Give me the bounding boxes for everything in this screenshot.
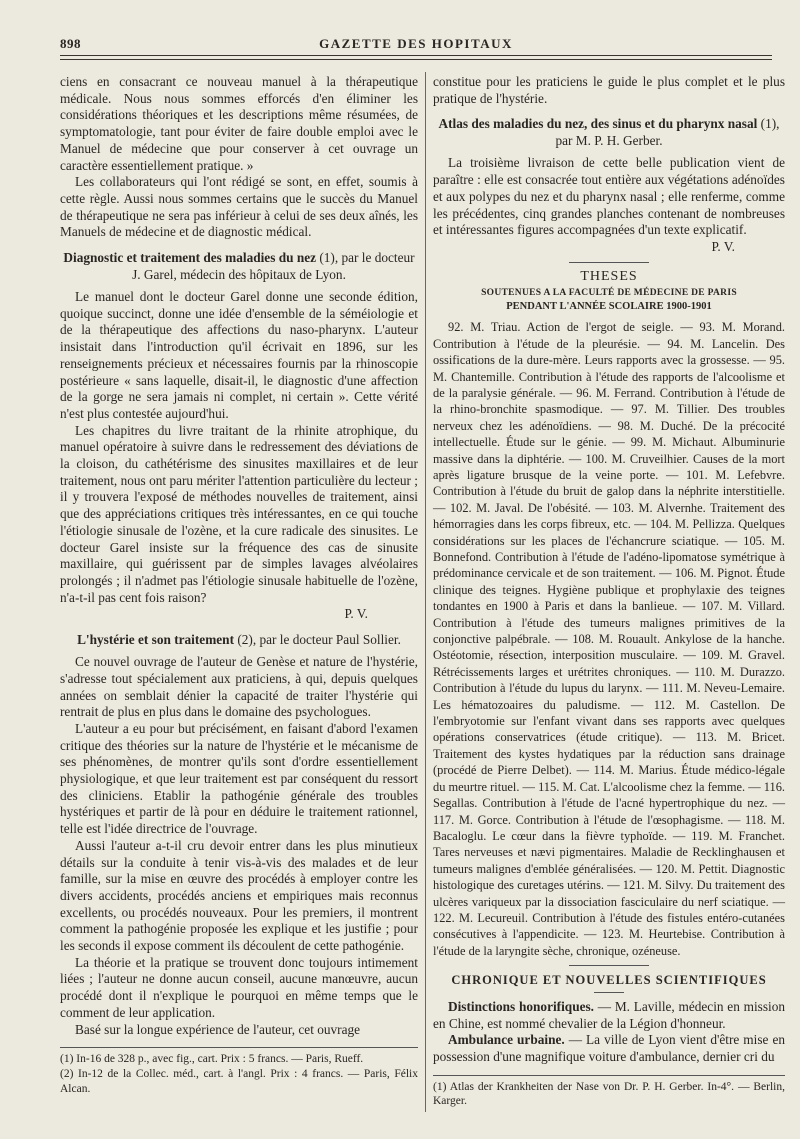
- section-separator: [569, 965, 649, 966]
- news-text: — M. Laville, médecin en mission en Chine, est nommé chevalier de la Légion d'honneur.: [433, 998, 786, 1031]
- footnote-rule: [433, 1075, 785, 1076]
- paragraph: Ce nouvel ouvrage de l'auteur de Genèse et nature de l'hystérie, s'adresse tout spécialement aux praticiens, à qui, depuis quelques années on semblait dénier la capacité de traiter l'hystérie qui rentrait de plus en plus dans le domaine des psychologues.: [60, 654, 418, 720]
- paragraph: constitue pour les praticiens le guide le plus complet et le plus pratique de l'hystérie.: [433, 74, 785, 106]
- right-column: [433, 74, 785, 1109]
- footnote: (2) In-12 de la Collec. méd., cart. à l'angl. Prix : 4 francs. — Paris, Félix Alcan.: [60, 1068, 418, 1095]
- column-divider: [425, 72, 426, 1112]
- theses-subtitle: PENDANT L'ANNÉE SCOLAIRE 1900-1901: [506, 301, 712, 313]
- paragraph: Aussi l'auteur a-t-il cru devoir entrer dans les plus minutieux détails sur la conduite à tenir vis-à-vis des malades et de leur famille, sur la mise en œuvre des procédés à employer contre les divers accidents, procédés anciens et empiriques mais reconnus excellents, ou procédés nouveaux. Pour les premiers, il montrent comment la pathogénie proposée les explique et les justifie ; pour les seconds il expose comment ils découlent de cette pathogénie.: [60, 837, 418, 954]
- paragraph: La théorie et la pratique se trouvent donc toujours intimement liées ; l'auteur ne donne aucun conseil, aucune manœuvre, aucun procédé dont il n'explique le pourquoi en même temps que le comment de leur application.: [60, 954, 418, 1020]
- review-byline: (1), par le docteur J. Garel, médecin des hôpitaux de Lyon.: [132, 250, 415, 283]
- paragraph: L'auteur a eu pour but précisément, en faisant d'abord l'examen critique des théories sur la nature de l'hystérie et le mécanisme de ses phénomènes, de montrer qu'ils sont d'ordre essentiellement physiologique, et que leur traitement est par conséquent du ressort des cliniciens. Etablir la pathogénie générale des troubles hystériques et partir de là pour en déduire le traitement rationnel, telle est l'idée directrice de l'ouvrage.: [60, 720, 418, 837]
- theses-list: 92. M. Triau. Action de l'ergot de seigle. — 93. M. Morand. Contribution à l'étude de la pleurésie. — 94. M. Lancelin. Des ossifications de la dure-mère. Leurs rapports avec la grossesse. — 95. M. Chantemille. Contribution à l'étude des rapports de l'alcoolisme et de la paralysie générale. — 96. M. Ferrand. Contribution à l'étude de la rhino-bronchite spasmodique. — 97. M. Tillier. Des troubles nerveux chez les adénoïdiens. — 98. M. Duché. De la précocité intellectuelle. Étude sur le génie. — 99. M. Michaut. Albuminurie massive dans la diphtérie. — 100. M. Cruveilhier. Causes de la mort après ligature brusque de la veine porte. — 101. M. Lefebvre. Contribution à l'étude du bruit de galop dans la néphrite interstitielle. — 102. M. Javal. De l'obésité. — 103. M. Alvernhe. Traitement des hémorragies dans les corps fibreux, etc. — 104. M. Pellizza. Quelques considérations sur les places de l'échancrure sciatique. — 105. M. Bonnefond. Contribution à l'étude de l'adéno-lipomatose symétrique à prédominance cervicale et de son traitement. — 106. M. Pignot. Étude clinique des teignes. Hygiène publique et prophylaxie des teignes tondantes en 1900 à Paris et dans la banlieue. — 107. M. Villard. Contribution à l'étude des tumeurs malignes primitives de la conjonctive palpébrale. — 108. M. Rouault. Ankylose de la hanche. Ostéotomie, résection, interposition musculaire. — 109. M. Gravel. Rétrécissements larges et urétrites chroniques. — 110. M. Durazzo. Contribution à l'étude du lupus du larynx. — 111. M. Neveu-Lemaire. Les hématozoaires du paludisme. — 112. M. Castellon. De l'embryotomie sur l'enfant vivant dans ses rapports avec quelques opérations conservatrices (étude critique). — 113. M. Bricet. Traitement des kystes hydatiques par la réduction sans drainage (procédé de Pierre Delbet). — 114. M. Marius. Étude médico-légale du meurtre rituel. — 115. M. Cat. L'alcoolisme chez la femme. — 116. Segallas. Contribution à l'étude de l'acné hypertrophique du nez. — 117. M. Gorce. Contribution à l'étude de l'œsophagisme. — 118. M. Bacaloglu. Le cœur dans la fièvre typhoïde. — 119. M. Franchet. Tares nerveuses et nævi pigmentaires. Maladie de Recklinghausen et tumeurs malignes d'emblée généralisées. — 120. M. Pettit. Diagnostic histologique des curetages utérins. — 121. M. Silvy. Du traitement des ulcères variqueux par la dissociation fasciculaire du nerf sciatique. — 122. M. Lecureuil. Contribution à l'étude des fistules entéro-cutanées consécutives à l'appendicite. — 123. M. Heurtebise. Contribution à l'étude de la laryngite sèche, chronique, ozéneuse.: [433, 320, 785, 958]
- section-separator: [569, 262, 649, 263]
- signature: P. V.: [711, 238, 735, 254]
- paragraph: ciens en consacrant ce nouveau manuel à la thérapeutique médicale. Nous nous sommes efforcés d'en éliminer les considérations théoriques et les descriptions même résumées, de symptomatologie, tant pour éviter de faire double emploi avec le Manuel de médecine que pour conserver à cet ouvrage un caractère essentiellement pratique. »: [60, 74, 418, 173]
- review-title: L'hystérie et son traitement: [77, 632, 234, 648]
- news-item: [433, 999, 785, 1032]
- news-title: Ambulance urbaine.: [448, 1032, 565, 1048]
- review-heading: [433, 115, 785, 149]
- footnote: (1) In-16 de 328 p., avec fig., cart. Prix : 5 francs. — Paris, Rueff.: [60, 1053, 364, 1066]
- theses-title: THESES: [580, 268, 638, 284]
- chronique-title: CHRONIQUE ET NOUVELLES SCIENTIFIQUES: [451, 973, 767, 988]
- footnote-rule: [60, 1047, 418, 1048]
- header-rule-thin: [60, 59, 772, 60]
- theses-subtitle: SOUTENUES A LA FACULTÉ DE MÉDECINE DE PARIS: [481, 288, 737, 299]
- signature: P. V.: [344, 606, 368, 622]
- page-number: 898: [60, 36, 81, 51]
- running-title: GAZETTE DES HOPITAUX: [319, 36, 513, 51]
- review-byline: (2), par le docteur Paul Sollier.: [237, 632, 401, 648]
- paragraph: Les collaborateurs qui l'ont rédigé se sont, en effet, soumis à cette règle. Aussi nous sommes certains que le succès du Manuel de thérapeutique ne sera pas inférieur à celui de ses deux aînés, les Manuels de médecine et de diagnostic médical.: [60, 174, 418, 240]
- left-column: [60, 74, 418, 1097]
- news-item: [433, 1032, 785, 1065]
- review-title: Diagnostic et traitement des maladies du nez: [63, 250, 317, 266]
- review-heading: [60, 631, 418, 648]
- review-heading: [60, 249, 418, 283]
- header-rule: [60, 55, 772, 56]
- paragraph: Les chapitres du livre traitant de la rhinite atrophique, du manuel opératoire à suivre dans le redressement des déviations de la cloison, du cathétérisme des sinusites maxillaires et de leur traitement, nous ont paru mériter l'attention particulière du lecteur ; il y trouvera l'exposé de méthodes nouvelles de traitement, ainsi que des appréciations critiques très intéressantes, en ce qui touche l'étiologie sinusale de l'ozène, et la cure radicale des sinusites. Le docteur Garel insiste sur la fréquence des cas de sinusite maxillaire, qui guérissent par de simples lavages alvéolaires prolongés ; il n'admet pas l'étiologie sinusale habituelle de l'ozène, n'a-t-il pas cent fois raison?: [60, 422, 418, 605]
- section-separator: [594, 992, 624, 993]
- review-title: Atlas des maladies du nez, des sinus et du pharynx nasal: [438, 116, 758, 132]
- news-text: — La ville de Lyon vient d'être mise en possession d'une magnifique voiture d'ambulance, dernier cri du: [433, 1032, 785, 1064]
- paragraph: Basé sur la longue expérience de l'auteur, cet ouvrage: [75, 1021, 361, 1037]
- page-header: [60, 30, 772, 52]
- footnote: (1) Atlas der Krankheiten der Nase von Dr. P. H. Gerber. In-4°. — Berlin, Karger.: [433, 1080, 785, 1108]
- review-byline: (1), par M. P. H. Gerber.: [555, 116, 780, 149]
- paragraph: Le manuel dont le docteur Garel donne une seconde édition, quoique succinct, donne une idée d'ensemble de la séméiologie et de la thérapeutique des affections du naso-pharynx. L'auteur insistait dans l'introduction qu'il écrivait en 1896, sur les renseignements précieux et nécessaires fournis par la rhinoscopie postérieure « sans laquelle, disait-il, le diagnostic d'une affection de la gorge ne sera jamais ni complet, ni certain ». Cette vérité n'est plus contestée aujourd'hui.: [60, 289, 418, 421]
- news-title: Distinctions honorifiques.: [448, 998, 594, 1014]
- paragraph: La troisième livraison de cette belle publication vient de paraître : elle est consacrée tout entière aux végétations adénoïdes et aux polypes du nez et du pharynx nasal ; elle renferme, comme les précédentes, cinq grandes planches contenant de nombreuses et intéressantes figures accompagnées d'un texte explicatif.: [433, 155, 785, 238]
